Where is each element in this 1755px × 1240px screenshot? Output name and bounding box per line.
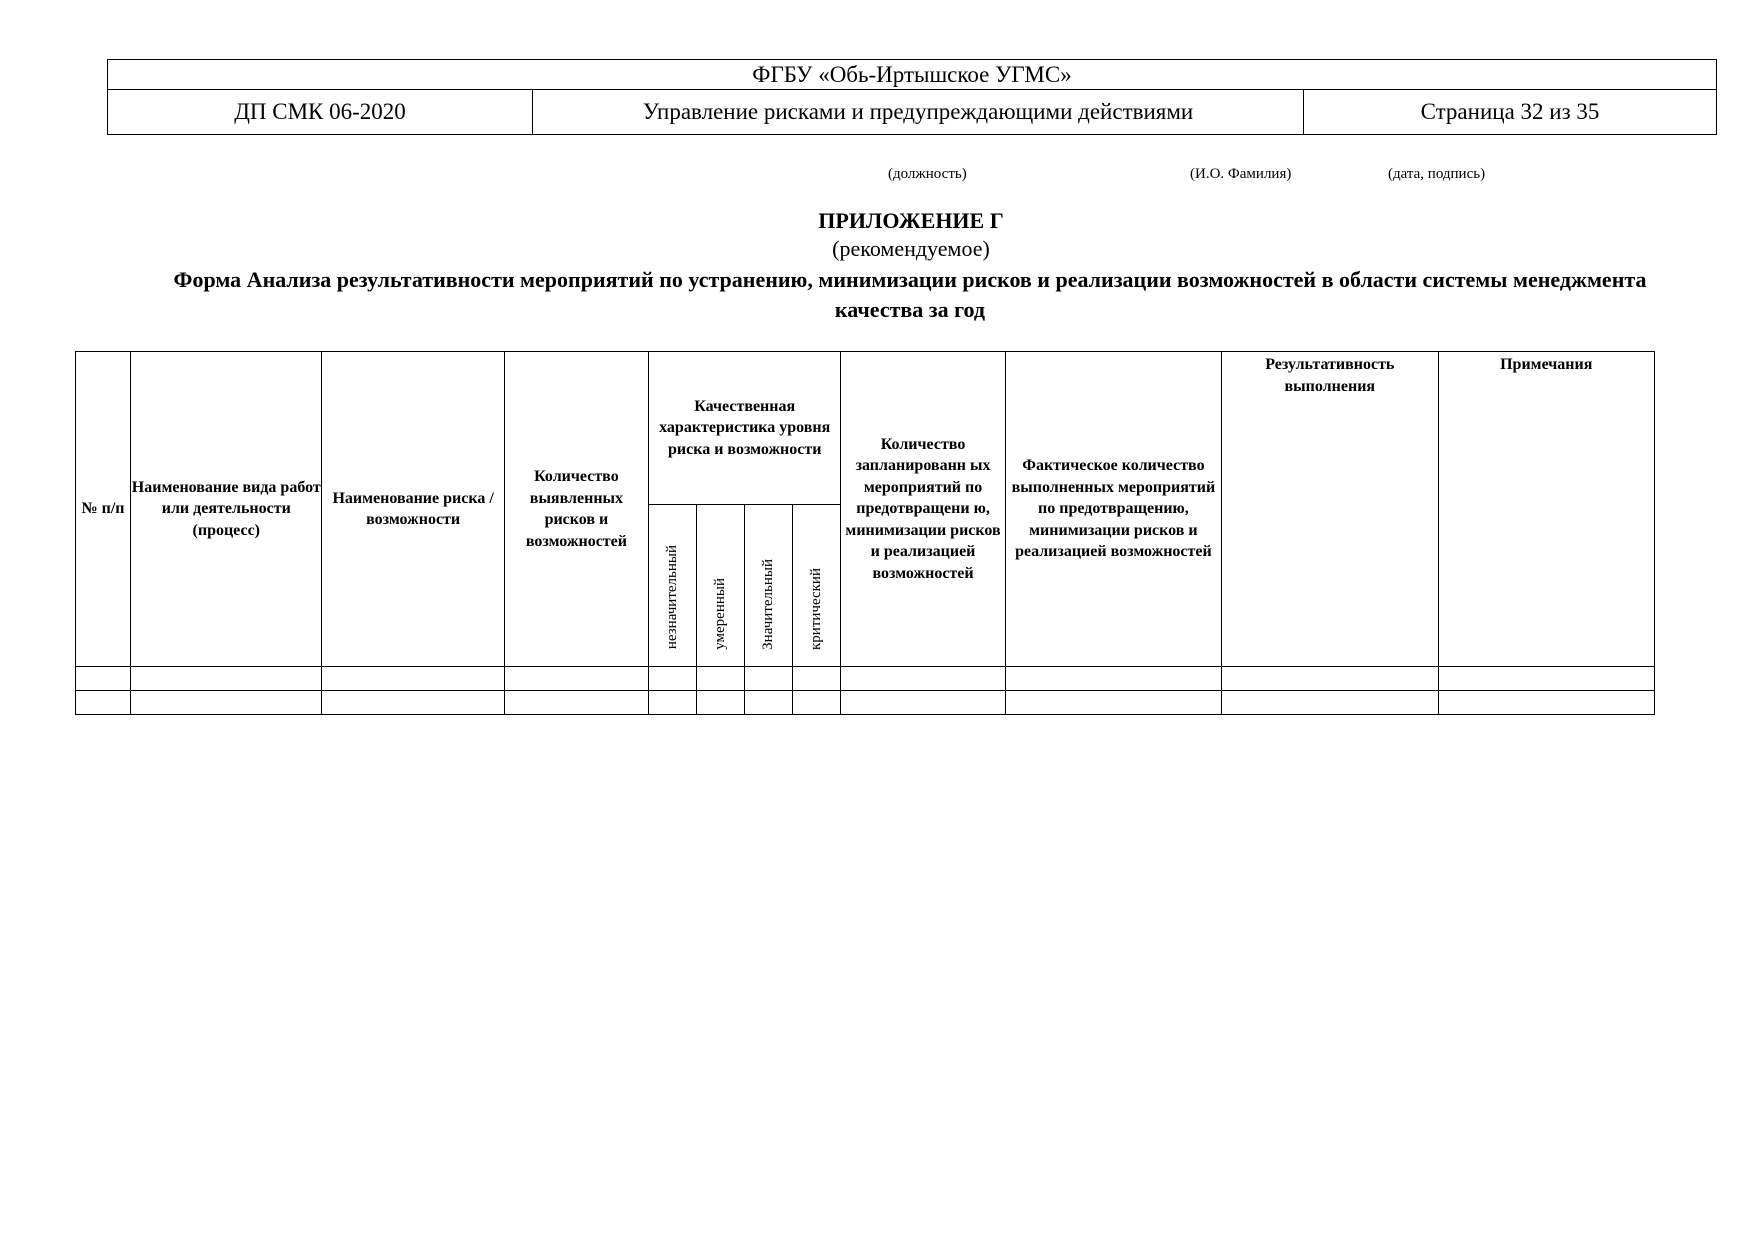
table-cell [649,667,697,691]
appendix-title: ПРИЛОЖЕНИЕ Г [818,208,1004,233]
caption-position: (должность) [888,166,967,182]
level-moderate-label: умеренный [711,577,728,650]
header-actual-count: Фактическое количество выполненных мероприятий по предотвращению, минимизации рисков и реализацией возможностей [1005,352,1221,667]
document-code: ДП СМК 06-2020 [108,90,533,135]
header-level-moderate [697,505,745,667]
table-cell [504,691,648,715]
table-cell [131,667,322,691]
level-significant-label: Значительный [759,558,776,650]
header-quality-characteristic: Качественная характеристика уровня риска и возможности [649,352,841,505]
table-cell [1222,667,1438,691]
header-risk-name: Наименование риска / возможности [322,352,504,667]
level-critical-label: критический [808,567,825,650]
table-cell [1005,691,1221,715]
header-activity: Наименование вида работ или деятельности (процесс) [131,352,322,667]
table-cell [76,667,131,691]
page-number: Страница 32 из 35 [1304,90,1717,135]
document-header [107,59,1717,135]
caption-name: (И.О. Фамилия) [1190,166,1292,182]
caption-date-sign: (дата, подпись) [1388,166,1486,182]
organization-name: ФГБУ «Обь-Иртышское УГМС» [108,60,1717,90]
document-title: Управление рисками и предупреждающими действиями [533,90,1304,135]
table-cell [745,667,793,691]
table-cell [76,691,131,715]
form-title: Форма Анализа результативности мероприятий по устранению, минимизации рисков и реализации возможностей в области системы менеджмента качества за год [173,267,1647,322]
header-effectiveness: Результативность выполнения [1222,352,1438,667]
header-level-critical [793,505,841,667]
table-cell [697,691,745,715]
table-row [76,691,1655,715]
table-cell [131,691,322,715]
header-number: № п/п [76,352,131,667]
table-cell [745,691,793,715]
table-cell [1222,691,1438,715]
table-cell [1438,691,1655,715]
appendix-subtitle: (рекомендуемое) [832,236,990,261]
header-level-insignificant [649,505,697,667]
table-cell [504,667,648,691]
table-cell [322,667,504,691]
header-level-significant [745,505,793,667]
header-identified-count: Количество выявленных рисков и возможностей [504,352,648,667]
table-cell [841,667,1005,691]
table-cell [793,691,841,715]
table-cell [793,667,841,691]
analysis-table [75,351,1655,715]
table-cell [841,691,1005,715]
table-cell [1005,667,1221,691]
header-notes: Примечания [1438,352,1655,667]
table-row [76,667,1655,691]
header-planned-count: Количество запланированн ых мероприятий по предотвращени ю, минимизации рисков и реализацией возможностей [841,352,1005,667]
table-cell [1438,667,1655,691]
level-insignificant-label: незначительный [663,545,680,650]
table-cell [322,691,504,715]
table-cell [697,667,745,691]
table-cell [649,691,697,715]
